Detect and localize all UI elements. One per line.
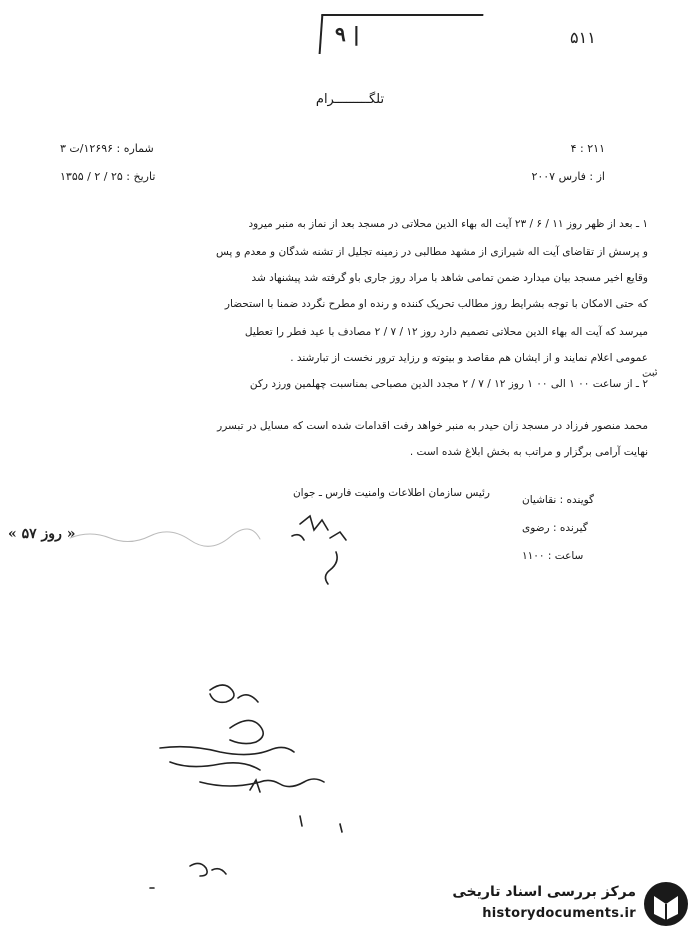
handwritten-signatures bbox=[0, 500, 700, 900]
initial-mark bbox=[300, 516, 328, 530]
book-icon bbox=[642, 880, 690, 928]
initial-mark bbox=[292, 535, 304, 540]
signature-mark bbox=[340, 824, 342, 832]
handwritten-note: « روز ۵۷ » bbox=[8, 526, 76, 542]
signature-mark bbox=[160, 747, 294, 755]
initial-mark bbox=[330, 532, 346, 540]
body-line: ۱ ـ بعد از ظهر روز ۱۱ / ۶ / ۲۳ آیت اله بهاء الدین محلاتی در مسجد بعد از نماز به منبر میرود bbox=[248, 218, 648, 230]
body-line: محمد منصور فرزاد در مسجد زان حیدر به منبر خواهد رفت اقدامات شده است که مسایل در تبسرر bbox=[217, 420, 648, 432]
signature-mark bbox=[238, 695, 258, 702]
document-title: تلگـــــــــرام bbox=[315, 92, 385, 107]
body-line: وقایع اخیر مسجد بیان میدارد ضمن تمامی شاهد با مراد روز جاری باو گرفته شد پیشنهاد شد bbox=[251, 272, 648, 284]
body-line: و پرسش از تقاضای آیت اله شیرازی از مشهد مطالبی در زمینه تجلیل از تشنه شدگان و معدم و پس bbox=[215, 246, 648, 258]
document-from: از : فارس ۲۰۰۷ bbox=[531, 170, 605, 183]
signature-mark bbox=[300, 816, 302, 826]
signature-mark bbox=[230, 720, 263, 743]
document-date: تاریخ : ۲۵ / ۲ / ۱۳۵۵ bbox=[60, 170, 156, 183]
signature-mark bbox=[210, 685, 234, 702]
archive-name: مرکز بررسی اسناد تاریخی bbox=[452, 884, 636, 900]
body-line: عمومی اعلام نمایند و از ایشان هم مقاصد و بیتوته و رزاید ترور نخست از تبارشند . bbox=[290, 352, 648, 364]
stamp-right-number: ۵۱۱ bbox=[570, 28, 596, 47]
document-code: ۴ : ۲۱۱ bbox=[570, 142, 605, 155]
faint-scribble bbox=[70, 529, 260, 546]
initial-mark bbox=[325, 552, 337, 584]
signature-mark bbox=[200, 779, 324, 787]
transmission-time: ساعت : ۱۱۰۰ bbox=[522, 550, 584, 562]
stamp-number: ۹ | bbox=[335, 22, 360, 46]
body-line: نهایت آرامی برگزار و مراتب به بخش ابلاغ شده است . bbox=[409, 446, 648, 458]
chief-signature-title: رئیس سازمان اطلاعات وامنیت فارس ـ جوان bbox=[292, 487, 490, 499]
receiver-name: گیرنده : رضوی bbox=[522, 522, 588, 534]
signature-mark bbox=[212, 869, 226, 874]
archive-url: historydocuments.ir bbox=[482, 906, 636, 921]
archive-logo bbox=[642, 880, 690, 928]
document-number: شماره : ۱۲۶۹۶/ت ۳ bbox=[60, 142, 154, 155]
speaker-name: گوینده : نقاشیان bbox=[522, 494, 595, 506]
signature-mark bbox=[190, 863, 207, 876]
body-line: میرسد که آیت اله بهاء الدین محلاتی تصمیم دارد روز ۱۲ / ۷ / ۲ مصادف با عید فطر را تعطیل bbox=[244, 326, 648, 338]
signature-mark bbox=[170, 762, 260, 770]
body-line: که حتی الامکان با توجه بشرایط روز مطالب تحریک کننده و رنده او مطرح نگردد ضمنا با استحضار bbox=[224, 298, 648, 310]
body-line: ۲ ـ از ساعت ۰۰ ۱ الی ۰۰ ۱ روز ۱۲ / ۷ / ۲ مجدد الدین مصباحی بمناسبت چهلمین ورزد رکن bbox=[249, 378, 648, 390]
margin-note: ثبت bbox=[641, 366, 659, 381]
